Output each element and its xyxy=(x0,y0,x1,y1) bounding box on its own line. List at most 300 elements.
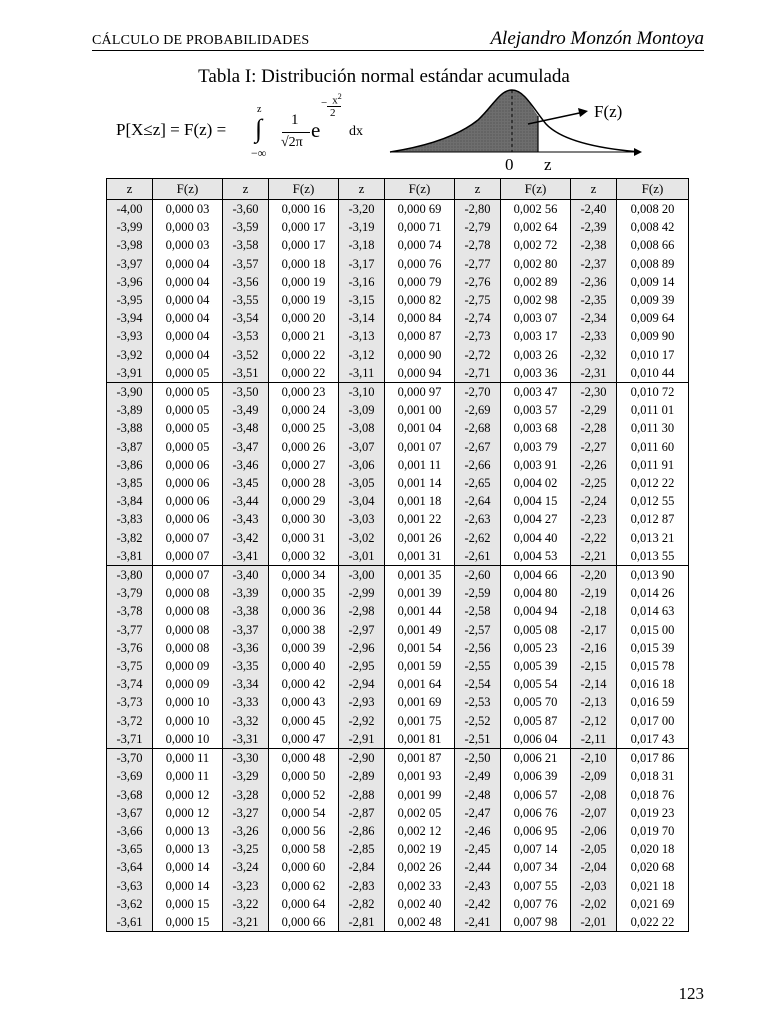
fz-value-cell: 0,011 30 xyxy=(617,419,689,437)
fz-value-cell: 0,000 24 xyxy=(269,401,339,419)
fz-value-cell: 0,005 70 xyxy=(501,693,571,711)
z-value-cell: -3,20 xyxy=(339,200,385,219)
fz-value-cell: 0,020 68 xyxy=(617,858,689,876)
fz-value-cell: 0,000 34 xyxy=(269,566,339,585)
axis-arrow-icon xyxy=(634,148,642,156)
z-value-cell: -2,98 xyxy=(339,602,385,620)
probability-table xyxy=(106,178,688,932)
fz-value-cell: 0,000 39 xyxy=(269,639,339,657)
fz-value-cell: 0,009 14 xyxy=(617,273,689,291)
fz-value-cell: 0,000 45 xyxy=(269,712,339,730)
table-row xyxy=(107,218,689,236)
fz-value-cell: 0,000 03 xyxy=(153,200,223,219)
z-value-cell: -2,58 xyxy=(455,602,501,620)
z-value-cell: -2,32 xyxy=(571,346,617,364)
z-value-cell: -2,54 xyxy=(455,675,501,693)
table-row xyxy=(107,346,689,364)
table-row xyxy=(107,840,689,858)
fz-value-cell: 0,003 47 xyxy=(501,383,571,402)
z-value-cell: -3,39 xyxy=(223,584,269,602)
header-z: z xyxy=(223,179,269,200)
fz-value-cell: 0,004 94 xyxy=(501,602,571,620)
z-value-cell: -2,14 xyxy=(571,675,617,693)
z-value-cell: -3,54 xyxy=(223,309,269,327)
fz-value-cell: 0,000 08 xyxy=(153,639,223,657)
header-fz: F(z) xyxy=(617,179,689,200)
fz-value-cell: 0,000 43 xyxy=(269,693,339,711)
fz-value-cell: 0,017 43 xyxy=(617,730,689,749)
fz-value-cell: 0,004 27 xyxy=(501,510,571,528)
z-value-cell: -3,03 xyxy=(339,510,385,528)
fz-value-cell: 0,000 97 xyxy=(385,383,455,402)
z-value-cell: -2,10 xyxy=(571,749,617,768)
fz-value-cell: 0,000 17 xyxy=(269,236,339,254)
header-z: z xyxy=(107,179,153,200)
z-value-cell: -3,12 xyxy=(339,346,385,364)
z-value-cell: -3,15 xyxy=(339,291,385,309)
z-value-cell: -3,88 xyxy=(107,419,153,437)
fz-value-cell: 0,005 87 xyxy=(501,712,571,730)
z-value-cell: -3,52 xyxy=(223,346,269,364)
fz-value-cell: 0,007 55 xyxy=(501,877,571,895)
exponent-minus: − xyxy=(321,97,328,109)
z-value-cell: -2,75 xyxy=(455,291,501,309)
fz-value-cell: 0,001 69 xyxy=(385,693,455,711)
z-value-cell: -2,51 xyxy=(455,730,501,749)
z-value-cell: -2,95 xyxy=(339,657,385,675)
fz-value-cell: 0,000 60 xyxy=(269,858,339,876)
z-value-cell: -2,06 xyxy=(571,822,617,840)
fraction-denominator: √2π xyxy=(281,135,303,150)
exponential-base: e xyxy=(311,118,321,142)
z-value-cell: -2,57 xyxy=(455,621,501,639)
z-value-cell: -2,35 xyxy=(571,291,617,309)
fz-value-cell: 0,015 39 xyxy=(617,639,689,657)
fz-value-cell: 0,001 59 xyxy=(385,657,455,675)
z-value-cell: -2,73 xyxy=(455,327,501,345)
fz-value-cell: 0,013 55 xyxy=(617,547,689,566)
table-row xyxy=(107,858,689,876)
fz-value-cell: 0,000 19 xyxy=(269,273,339,291)
z-value-cell: -2,07 xyxy=(571,804,617,822)
fz-value-cell: 0,000 22 xyxy=(269,364,339,383)
fz-value-cell: 0,018 76 xyxy=(617,786,689,804)
z-value-cell: -3,75 xyxy=(107,657,153,675)
fz-value-cell: 0,000 06 xyxy=(153,510,223,528)
z-value-cell: -2,78 xyxy=(455,236,501,254)
z-value-cell: -2,50 xyxy=(455,749,501,768)
z-value-cell: -3,70 xyxy=(107,749,153,768)
fz-value-cell: 0,003 57 xyxy=(501,401,571,419)
fz-value-cell: 0,008 66 xyxy=(617,236,689,254)
fz-value-cell: 0,012 55 xyxy=(617,492,689,510)
table-row xyxy=(107,273,689,291)
fz-value-cell: 0,000 09 xyxy=(153,675,223,693)
z-value-cell: -4,00 xyxy=(107,200,153,219)
fz-value-cell: 0,004 80 xyxy=(501,584,571,602)
z-value-cell: -2,02 xyxy=(571,895,617,913)
z-value-cell: -2,49 xyxy=(455,767,501,785)
fz-value-cell: 0,004 53 xyxy=(501,547,571,566)
z-value-cell: -3,17 xyxy=(339,255,385,273)
table-row xyxy=(107,566,689,585)
fz-value-cell: 0,000 18 xyxy=(269,255,339,273)
fz-value-cell: 0,010 17 xyxy=(617,346,689,364)
z-value-cell: -3,69 xyxy=(107,767,153,785)
z-value-cell: -3,09 xyxy=(339,401,385,419)
fz-value-cell: 0,001 99 xyxy=(385,786,455,804)
fz-value-cell: 0,002 89 xyxy=(501,273,571,291)
z-value-cell: -2,09 xyxy=(571,767,617,785)
fz-value-cell: 0,000 25 xyxy=(269,419,339,437)
fz-value-cell: 0,005 54 xyxy=(501,675,571,693)
fz-value-cell: 0,003 68 xyxy=(501,419,571,437)
fz-value-cell: 0,007 34 xyxy=(501,858,571,876)
z-value-cell: -3,27 xyxy=(223,804,269,822)
z-value-cell: -3,51 xyxy=(223,364,269,383)
z-value-cell: -2,41 xyxy=(455,913,501,932)
z-value-cell: -3,78 xyxy=(107,602,153,620)
z-value-cell: -3,94 xyxy=(107,309,153,327)
fz-value-cell: 0,000 06 xyxy=(153,456,223,474)
fz-value-cell: 0,016 59 xyxy=(617,693,689,711)
fz-value-cell: 0,003 17 xyxy=(501,327,571,345)
fz-value-cell: 0,000 31 xyxy=(269,529,339,547)
z-value-cell: -2,89 xyxy=(339,767,385,785)
fz-value-cell: 0,007 98 xyxy=(501,913,571,932)
fz-value-cell: 0,006 04 xyxy=(501,730,571,749)
fz-value-cell: 0,000 11 xyxy=(153,749,223,768)
z-value-cell: -2,87 xyxy=(339,804,385,822)
table-row xyxy=(107,822,689,840)
fz-value-cell: 0,000 56 xyxy=(269,822,339,840)
z-value-cell: -2,70 xyxy=(455,383,501,402)
table-row xyxy=(107,712,689,730)
z-value-cell: -3,95 xyxy=(107,291,153,309)
table-title: Tabla I: Distribución normal estándar acumulada xyxy=(198,66,570,87)
fz-value-cell: 0,015 00 xyxy=(617,621,689,639)
z-value-cell: -2,11 xyxy=(571,730,617,749)
z-value-cell: -2,28 xyxy=(571,419,617,437)
integral-upper-limit: z xyxy=(257,104,262,115)
z-value-cell: -2,46 xyxy=(455,822,501,840)
z-value-cell: -2,60 xyxy=(455,566,501,585)
table-row xyxy=(107,786,689,804)
z-value-cell: -3,24 xyxy=(223,858,269,876)
fz-value-cell: 0,000 04 xyxy=(153,327,223,345)
z-value-cell: -3,33 xyxy=(223,693,269,711)
z-value-cell: -2,05 xyxy=(571,840,617,858)
fz-value-cell: 0,000 28 xyxy=(269,474,339,492)
fz-value-cell: 0,002 72 xyxy=(501,236,571,254)
z-value-cell: -3,47 xyxy=(223,438,269,456)
fz-value-cell: 0,001 22 xyxy=(385,510,455,528)
table-row xyxy=(107,327,689,345)
fz-value-cell: 0,000 07 xyxy=(153,529,223,547)
z-value-cell: -2,92 xyxy=(339,712,385,730)
fz-value-cell: 0,002 19 xyxy=(385,840,455,858)
table-row xyxy=(107,456,689,474)
fz-value-cell: 0,000 36 xyxy=(269,602,339,620)
fz-value-cell: 0,002 80 xyxy=(501,255,571,273)
fz-pointer-arrow-icon xyxy=(578,108,588,117)
fz-value-cell: 0,000 17 xyxy=(269,218,339,236)
z-value-cell: -3,68 xyxy=(107,786,153,804)
z-value-cell: -3,92 xyxy=(107,346,153,364)
z-value-cell: -2,83 xyxy=(339,877,385,895)
fz-value-cell: 0,006 39 xyxy=(501,767,571,785)
fz-value-cell: 0,001 35 xyxy=(385,566,455,585)
fz-value-cell: 0,001 44 xyxy=(385,602,455,620)
z-value-cell: -2,56 xyxy=(455,639,501,657)
fz-value-cell: 0,022 22 xyxy=(617,913,689,932)
fz-value-cell: 0,012 87 xyxy=(617,510,689,528)
fz-value-cell: 0,000 40 xyxy=(269,657,339,675)
fz-value-cell: 0,000 48 xyxy=(269,749,339,768)
z-value-cell: -2,33 xyxy=(571,327,617,345)
fz-value-cell: 0,000 47 xyxy=(269,730,339,749)
fz-value-cell: 0,008 42 xyxy=(617,218,689,236)
table-row xyxy=(107,877,689,895)
z-value-cell: -3,77 xyxy=(107,621,153,639)
z-value-cell: -2,47 xyxy=(455,804,501,822)
z-value-cell: -2,29 xyxy=(571,401,617,419)
fz-value-cell: 0,006 21 xyxy=(501,749,571,768)
shaded-area xyxy=(390,90,538,152)
z-value-cell: -2,93 xyxy=(339,693,385,711)
fz-value-cell: 0,000 04 xyxy=(153,346,223,364)
z-value-cell: -2,18 xyxy=(571,602,617,620)
z-value-cell: -3,34 xyxy=(223,675,269,693)
z-value-cell: -2,15 xyxy=(571,657,617,675)
z-value-cell: -3,30 xyxy=(223,749,269,768)
z-value-cell: -2,68 xyxy=(455,419,501,437)
fz-value-cell: 0,000 90 xyxy=(385,346,455,364)
fz-value-cell: 0,000 09 xyxy=(153,657,223,675)
fz-value-cell: 0,000 19 xyxy=(269,291,339,309)
z-value-cell: -2,76 xyxy=(455,273,501,291)
z-value-cell: -3,04 xyxy=(339,492,385,510)
fraction-bar xyxy=(282,132,310,133)
header-z: z xyxy=(339,179,385,200)
z-value-cell: -2,20 xyxy=(571,566,617,585)
z-value-cell: -3,22 xyxy=(223,895,269,913)
z-value-cell: -3,98 xyxy=(107,236,153,254)
fz-value-cell: 0,000 66 xyxy=(269,913,339,932)
z-value-cell: -2,74 xyxy=(455,309,501,327)
fz-value-cell: 0,000 94 xyxy=(385,364,455,383)
z-value-cell: -3,18 xyxy=(339,236,385,254)
table-row xyxy=(107,401,689,419)
fz-value-cell: 0,000 64 xyxy=(269,895,339,913)
z-value-cell: -3,29 xyxy=(223,767,269,785)
z-value-cell: -2,40 xyxy=(571,200,617,219)
fz-value-cell: 0,001 00 xyxy=(385,401,455,419)
fz-value-cell: 0,020 18 xyxy=(617,840,689,858)
fz-value-cell: 0,000 05 xyxy=(153,401,223,419)
fz-value-cell: 0,000 26 xyxy=(269,438,339,456)
fz-value-cell: 0,000 04 xyxy=(153,273,223,291)
z-value-cell: -3,86 xyxy=(107,456,153,474)
fz-value-cell: 0,004 15 xyxy=(501,492,571,510)
fz-value-cell: 0,000 05 xyxy=(153,438,223,456)
z-value-cell: -3,11 xyxy=(339,364,385,383)
fz-value-cell: 0,001 14 xyxy=(385,474,455,492)
table-row xyxy=(107,492,689,510)
fz-value-cell: 0,021 69 xyxy=(617,895,689,913)
z-value-cell: -2,96 xyxy=(339,639,385,657)
z-value-cell: -2,24 xyxy=(571,492,617,510)
fz-value-cell: 0,014 26 xyxy=(617,584,689,602)
z-value-cell: -2,30 xyxy=(571,383,617,402)
fz-value-cell: 0,000 07 xyxy=(153,566,223,585)
z-value-cell: -2,53 xyxy=(455,693,501,711)
table-row xyxy=(107,895,689,913)
fz-value-cell: 0,017 86 xyxy=(617,749,689,768)
z-value-cell: -2,25 xyxy=(571,474,617,492)
fz-value-cell: 0,003 91 xyxy=(501,456,571,474)
fz-value-cell: 0,000 29 xyxy=(269,492,339,510)
table-row xyxy=(107,529,689,547)
z-value-cell: -2,97 xyxy=(339,621,385,639)
z-value-cell: -2,65 xyxy=(455,474,501,492)
z-value-cell: -2,26 xyxy=(571,456,617,474)
z-value-cell: -2,37 xyxy=(571,255,617,273)
fz-value-cell: 0,019 70 xyxy=(617,822,689,840)
z-value-cell: -2,66 xyxy=(455,456,501,474)
z-value-cell: -2,31 xyxy=(571,364,617,383)
z-value-cell: -3,67 xyxy=(107,804,153,822)
z-value-cell: -3,79 xyxy=(107,584,153,602)
z-value-cell: -2,27 xyxy=(571,438,617,456)
z-value-cell: -3,05 xyxy=(339,474,385,492)
table-block xyxy=(107,566,689,749)
fz-value-cell: 0,000 10 xyxy=(153,730,223,749)
z-value-cell: -3,57 xyxy=(223,255,269,273)
fz-value-cell: 0,001 11 xyxy=(385,456,455,474)
z-value-cell: -2,21 xyxy=(571,547,617,566)
fz-value-cell: 0,007 14 xyxy=(501,840,571,858)
normal-curve-diagram xyxy=(388,86,658,176)
table-row xyxy=(107,364,689,383)
z-value-cell: -3,59 xyxy=(223,218,269,236)
z-value-cell: -3,96 xyxy=(107,273,153,291)
z-value-cell: -3,85 xyxy=(107,474,153,492)
fz-value-cell: 0,001 64 xyxy=(385,675,455,693)
z-value-cell: -3,90 xyxy=(107,383,153,402)
fz-value-cell: 0,004 02 xyxy=(501,474,571,492)
fz-value-cell: 0,009 64 xyxy=(617,309,689,327)
table-row xyxy=(107,474,689,492)
curve-label-z: z xyxy=(544,155,552,174)
z-value-cell: -3,91 xyxy=(107,364,153,383)
z-value-cell: -3,14 xyxy=(339,309,385,327)
fz-value-cell: 0,000 16 xyxy=(269,200,339,219)
z-value-cell: -3,02 xyxy=(339,529,385,547)
fz-value-cell: 0,000 50 xyxy=(269,767,339,785)
z-value-cell: -3,55 xyxy=(223,291,269,309)
z-value-cell: -3,99 xyxy=(107,218,153,236)
header-fz: F(z) xyxy=(501,179,571,200)
header-z: z xyxy=(571,179,617,200)
fz-value-cell: 0,000 15 xyxy=(153,895,223,913)
z-value-cell: -3,66 xyxy=(107,822,153,840)
differential: dx xyxy=(349,124,363,139)
fz-value-cell: 0,014 63 xyxy=(617,602,689,620)
table-row xyxy=(107,675,689,693)
z-value-cell: -2,52 xyxy=(455,712,501,730)
table-row xyxy=(107,730,689,749)
z-value-cell: -3,19 xyxy=(339,218,385,236)
fz-value-cell: 0,000 13 xyxy=(153,822,223,840)
z-value-cell: -2,23 xyxy=(571,510,617,528)
fz-value-cell: 0,009 39 xyxy=(617,291,689,309)
fz-value-cell: 0,000 22 xyxy=(269,346,339,364)
fz-value-cell: 0,002 05 xyxy=(385,804,455,822)
fz-value-cell: 0,000 03 xyxy=(153,236,223,254)
z-value-cell: -3,61 xyxy=(107,913,153,932)
fz-value-cell: 0,000 08 xyxy=(153,621,223,639)
z-value-cell: -2,17 xyxy=(571,621,617,639)
fz-value-cell: 0,016 18 xyxy=(617,675,689,693)
z-value-cell: -3,08 xyxy=(339,419,385,437)
table-row xyxy=(107,584,689,602)
z-value-cell: -3,37 xyxy=(223,621,269,639)
z-value-cell: -2,43 xyxy=(455,877,501,895)
fz-value-cell: 0,000 14 xyxy=(153,858,223,876)
page-header xyxy=(92,28,704,51)
table-row xyxy=(107,767,689,785)
fz-value-cell: 0,000 42 xyxy=(269,675,339,693)
z-value-cell: -3,25 xyxy=(223,840,269,858)
header-fz: F(z) xyxy=(153,179,223,200)
z-value-cell: -3,73 xyxy=(107,693,153,711)
table-row xyxy=(107,236,689,254)
fz-value-cell: 0,003 07 xyxy=(501,309,571,327)
z-value-cell: -2,64 xyxy=(455,492,501,510)
z-value-cell: -2,88 xyxy=(339,786,385,804)
fz-value-cell: 0,002 26 xyxy=(385,858,455,876)
z-value-cell: -2,34 xyxy=(571,309,617,327)
z-value-cell: -3,50 xyxy=(223,383,269,402)
z-value-cell: -2,36 xyxy=(571,273,617,291)
z-value-cell: -2,91 xyxy=(339,730,385,749)
z-value-cell: -3,71 xyxy=(107,730,153,749)
fz-value-cell: 0,000 21 xyxy=(269,327,339,345)
z-value-cell: -2,77 xyxy=(455,255,501,273)
z-value-cell: -3,84 xyxy=(107,492,153,510)
fz-value-cell: 0,000 03 xyxy=(153,218,223,236)
fz-value-cell: 0,009 90 xyxy=(617,327,689,345)
z-value-cell: -3,74 xyxy=(107,675,153,693)
z-value-cell: -3,97 xyxy=(107,255,153,273)
fz-value-cell: 0,000 10 xyxy=(153,712,223,730)
curve-label-zero: 0 xyxy=(505,155,514,174)
z-value-cell: -3,60 xyxy=(223,200,269,219)
fz-value-cell: 0,011 91 xyxy=(617,456,689,474)
table-block xyxy=(107,749,689,932)
fz-value-cell: 0,003 26 xyxy=(501,346,571,364)
fz-value-cell: 0,000 58 xyxy=(269,840,339,858)
z-value-cell: -2,82 xyxy=(339,895,385,913)
z-value-cell: -2,63 xyxy=(455,510,501,528)
z-value-cell: -3,53 xyxy=(223,327,269,345)
z-value-cell: -2,08 xyxy=(571,786,617,804)
table-row xyxy=(107,913,689,932)
fz-value-cell: 0,000 54 xyxy=(269,804,339,822)
fz-value-cell: 0,000 11 xyxy=(153,767,223,785)
fz-value-cell: 0,005 08 xyxy=(501,621,571,639)
